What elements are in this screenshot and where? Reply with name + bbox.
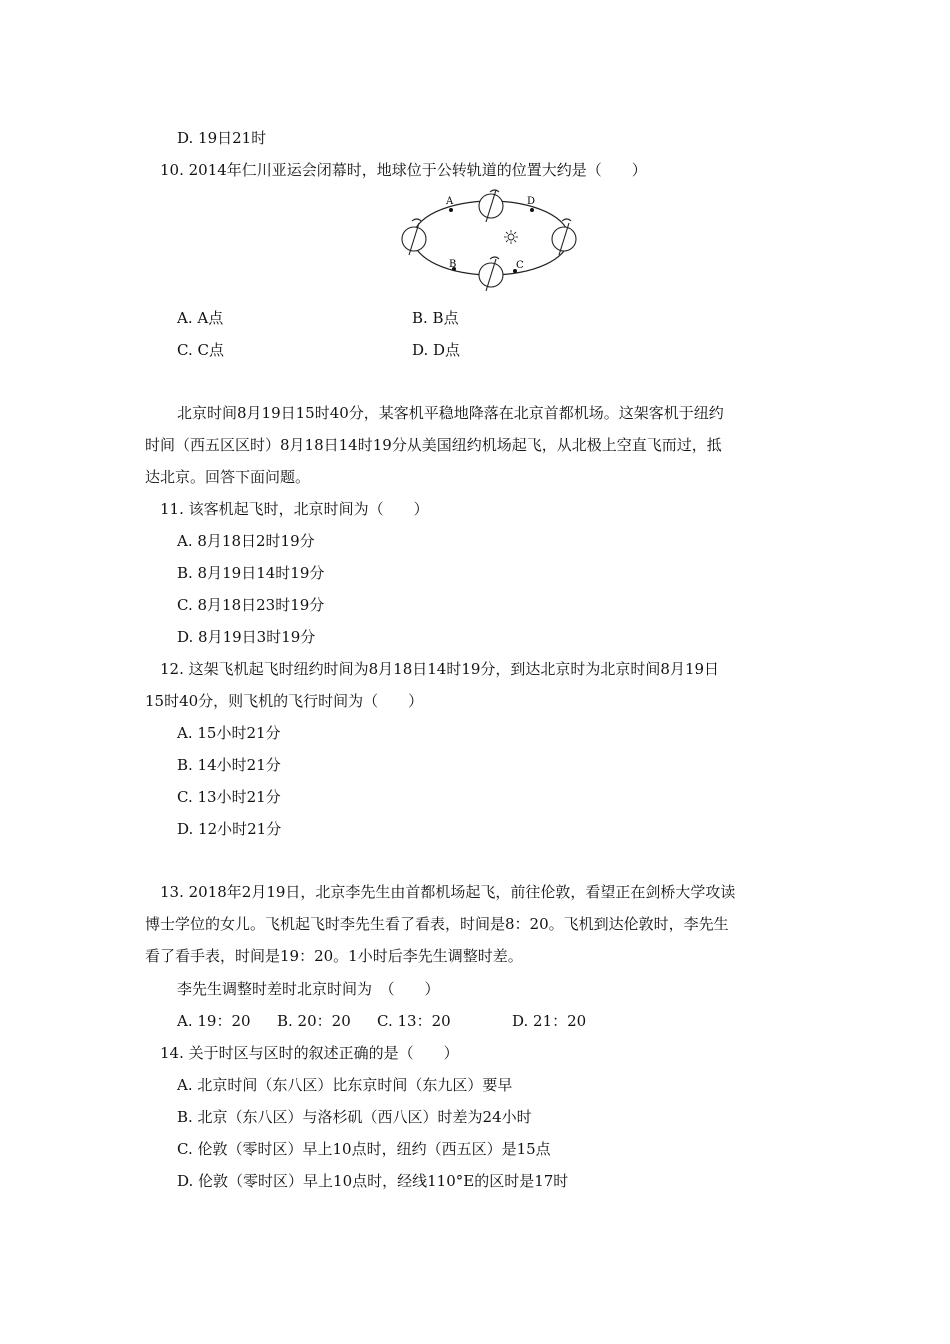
q12-option-d: D. 12小时21分	[177, 820, 282, 838]
q13-option-b: B. 20：20	[277, 1012, 351, 1030]
q13-stem-line-3: 看了看手表，时间是19：20。1小时后李先生调整时差。	[145, 947, 523, 965]
passage-line-2: 时间（西五区区时）8月18日14时19分从美国纽约机场起飞，从北极上空直飞而过，抵	[145, 436, 722, 454]
sun-icon	[504, 230, 518, 244]
q10-option-b: B. B点	[412, 309, 459, 327]
q13-option-d: D. 21：20	[512, 1012, 587, 1030]
q12-option-b: B. 14小时21分	[177, 756, 281, 774]
q14-option-c: C. 伦敦（零时区）早上10点时，纽约（西五区）是15点	[177, 1140, 551, 1158]
label-b: B	[449, 259, 457, 270]
earth-orbit-diagram	[396, 188, 586, 296]
point-d	[530, 208, 534, 212]
point-a	[449, 208, 453, 212]
passage-line-1: 北京时间8月19日15时40分，某客机平稳地降落在北京首都机场。这架客机于纽约	[177, 404, 724, 422]
earth-icon-bottom	[479, 257, 503, 291]
q14-option-a: A. 北京时间（东八区）比东京时间（东九区）要早	[177, 1076, 513, 1094]
q13-option-a: A. 19：20	[177, 1012, 251, 1030]
q12-option-c: C. 13小时21分	[177, 788, 281, 806]
q14-stem: 14. 关于时区与区时的叙述正确的是（ ）	[160, 1044, 459, 1062]
q11-option-b: B. 8月19日14时19分	[177, 564, 325, 582]
q9-option-d: D. 19日21时	[177, 129, 267, 147]
passage-line-3: 达北京。回答下面问题。	[145, 468, 311, 486]
q13-option-c: C. 13：20	[377, 1012, 451, 1030]
q11-option-a: A. 8月18日2时19分	[177, 532, 315, 550]
label-d: D	[527, 196, 536, 207]
q11-option-d: D. 8月19日3时19分	[177, 628, 316, 646]
earth-icon-top	[479, 190, 503, 222]
q11-stem: 11. 该客机起飞时，北京时间为（ ）	[160, 500, 429, 518]
q12-stem-line-2: 15时40分，则飞机的飞行时间为（ ）	[145, 692, 424, 710]
label-c: C	[516, 260, 524, 271]
q13-stem-line-2: 博士学位的女儿。飞机起飞时李先生看了看表，时间是8：20。飞机到达伦敦时，李先生	[145, 915, 729, 933]
q11-option-c: C. 8月18日23时19分	[177, 596, 325, 614]
earth-icon-left	[402, 219, 426, 255]
q10-option-a: A. A点	[177, 309, 224, 327]
q13-sub-question: 李先生调整时差时北京时间为 （ ）	[177, 980, 440, 998]
q10-stem: 10. 2014年仁川亚运会闭幕时，地球位于公转轨道的位置大约是（ ）	[160, 161, 647, 179]
q12-stem-line-1: 12. 这架飞机起飞时纽约时间为8月18日14时19分，到达北京时为北京时间8月19日	[160, 660, 720, 678]
q10-option-d: D. D点	[412, 341, 461, 359]
q13-stem-line-1: 13. 2018年2月19日，北京李先生由首都机场起飞，前往伦敦，看望正在剑桥大学攻读	[160, 883, 736, 901]
q14-option-d: D. 伦敦（零时区）早上10点时，经线110°E的区时是17时	[177, 1172, 569, 1190]
q14-option-b: B. 北京（东八区）与洛杉矶（西八区）时差为24小时	[177, 1108, 532, 1126]
label-a: A	[446, 196, 454, 207]
q12-option-a: A. 15小时21分	[177, 724, 281, 742]
q10-option-c: C. C点	[177, 341, 224, 359]
